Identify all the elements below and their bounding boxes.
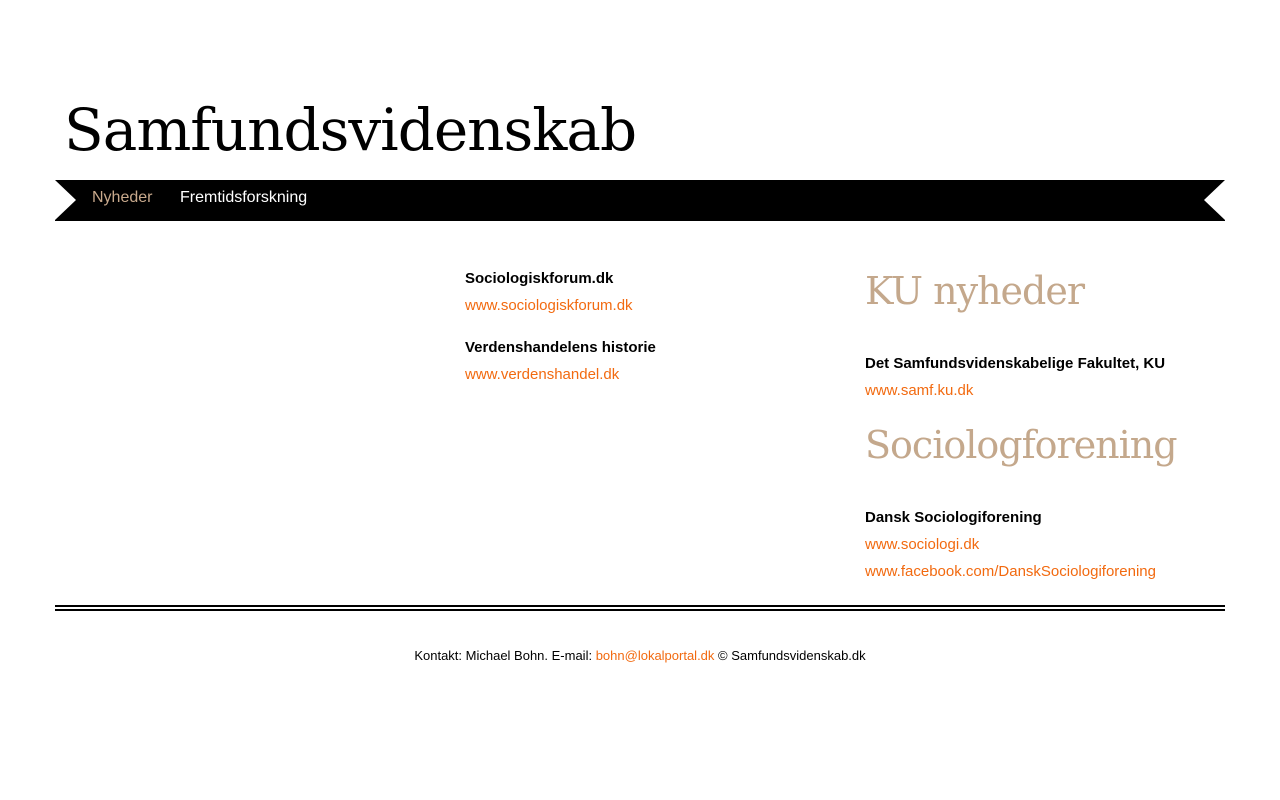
- site-title[interactable]: Samfundsvidenskab: [64, 96, 637, 164]
- section-heading-sociologforening: Sociologforening: [865, 423, 1177, 467]
- link-entry: [865, 508, 1156, 582]
- footer-divider: [55, 605, 1225, 611]
- link-entry-title: Det Samfundsvidenskabelige Fakultet, KU: [865, 355, 1166, 372]
- nav-ribbon-notch-right: [1204, 180, 1225, 220]
- link-entry-title: Sociologiskforum.dk: [465, 270, 614, 287]
- footer-copyright: © Samfundsvidenskab.dk: [718, 648, 866, 663]
- nav-item-nyheder[interactable]: Nyheder: [92, 189, 153, 206]
- main-navigation: [55, 180, 1225, 221]
- link-entry-url[interactable]: www.samf.ku.dk: [865, 382, 974, 399]
- nav-ribbon-notch-left: [55, 180, 76, 220]
- link-entry-title: Dansk Sociologiforening: [865, 509, 1042, 526]
- section-heading-ku-nyheder: KU nyheder: [865, 269, 1085, 313]
- link-entry-url[interactable]: www.sociologi.dk: [865, 536, 980, 553]
- footer-contact-text: Kontakt: Michael Bohn. E-mail:: [414, 648, 593, 663]
- nav-item-fremtidsforskning[interactable]: Fremtidsforskning: [180, 189, 308, 206]
- footer-email-link[interactable]: bohn@lokalportal.dk: [595, 648, 715, 663]
- link-entry: [865, 354, 1165, 401]
- footer: [0, 647, 1280, 665]
- link-entry-url[interactable]: www.facebook.com/DanskSociologiforening: [865, 563, 1156, 580]
- link-entry-title: Verdenshandelens historie: [465, 339, 656, 356]
- link-entry-url[interactable]: www.verdenshandel.dk: [465, 366, 620, 383]
- link-entry: [465, 269, 633, 316]
- link-entry: [465, 338, 656, 385]
- link-entry-url[interactable]: www.sociologiskforum.dk: [465, 297, 633, 314]
